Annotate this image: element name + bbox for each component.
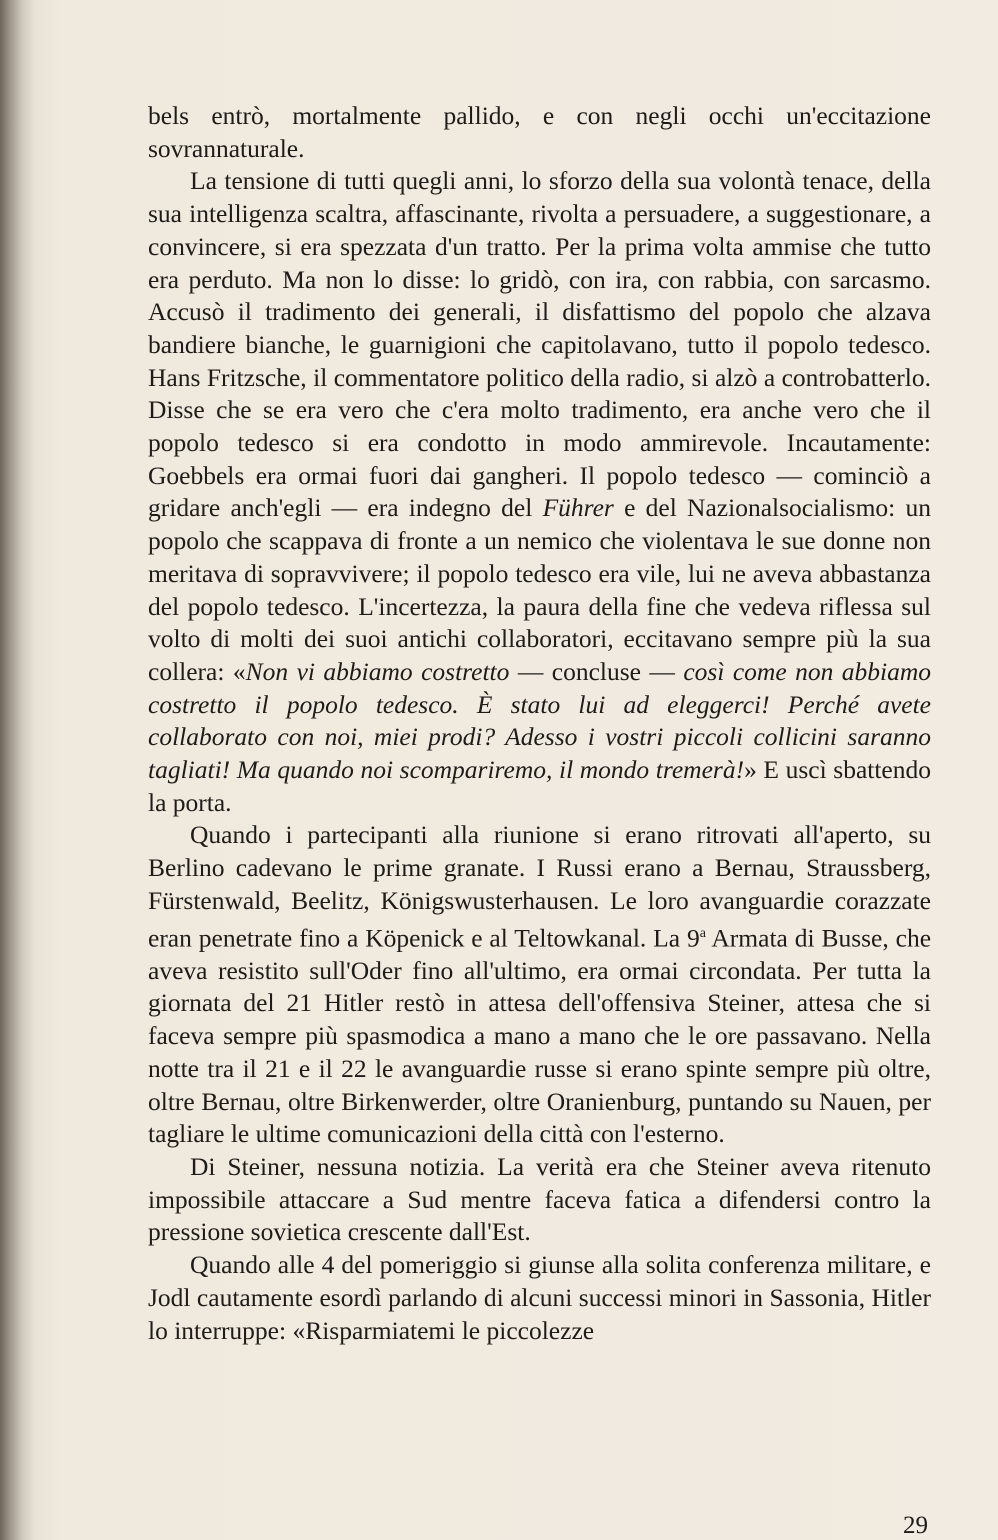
text-segment: e del Nazionalsocialismo: un popolo che scappava di fronte a un nemico che violentava le sue donne non meritava di sopravvivere; il popolo tedesco era vile, lui ne aveva abbastanza del popolo tedesco. L'incertezza, la paura della fine che vedeva riflessa sul volto di molti dei suoi antichi collaboratori, eccitavano sempre più la sua collera: « (148, 493, 931, 686)
text-segment-italic: Führer (542, 493, 614, 523)
text-segment: Quando alle 4 del pomeriggio si giunse alla solita conferenza militare, e Jodl cautamente esordì parlando di alcuni successi minori in Sassonia, Hitler lo interruppe: «Risparmiatemi le piccolezze (148, 1250, 931, 1345)
text-segment: Quando i partecipanti alla riunione si erano ritrovati all'aperto, su Berlino cadevano le prime granate. I Russi erano a Bernau, Straussberg, Fürstenwald, Beelitz, Königswusterhausen. Le loro avanguardie corazzate eran penetrate fino a Köpenick e al Teltowkanal. La 9 (148, 820, 931, 953)
ordinal-superscript: a (699, 925, 706, 941)
text-segment: La tensione di tutti quegli anni, lo sforzo della sua volontà tenace, della sua intelligenza scaltra, affascinante, rivolta a persuadere, a suggestionare, a convincere, si era spezzata d'un tratto. Per la prima volta ammise che tutto era perduto. Ma non lo disse: lo gridò, con ira, con rabbia, con sarcasmo. Accusò il tradimento dei generali, il disfattismo del popolo che alzava bandiere bianche, le guarnigioni che capitolavano, tutto il popolo tedesco. Hans Fritzsche, il commentatore politico della radio, si alzò a controbatterlo. Disse che se era vero che c'era molto tradimento, era anche vero che il popolo tedesco si era condotto in modo ammirevole. Incautamente: Goebbels era ormai fuori dai gangheri. Il popolo tedesco — cominciò a gridare anch'egli — era indegno del (148, 166, 931, 523)
paragraph-3 (148, 819, 931, 1151)
text-segment: Di Steiner, nessuna notizia. La verità era che Steiner aveva ritenuto impossibile attaccare a Sud mentre faceva fatica a difendersi contro la pressione sovietica crescente dall'Est. (148, 1152, 931, 1247)
text-segment: Armata di Busse, che aveva resistito sull'Oder fino all'ultimo, era ormai circondata. Per tutta la giornata del 21 Hitler restò in attesa dell'offensiva Steiner, attesa che si faceva sempre più spasmodica a mano a mano che le ore passavano. Nella notte tra il 21 e il 22 le avanguardie russe si erano spinte sempre più oltre, oltre Bernau, oltre Birkenwerder, oltre Oranienburg, puntando su Nauen, per tagliare le ultime comunicazioni della città con l'esterno. (148, 923, 932, 1149)
text-segment: » E uscì sbattendo la porta. (148, 755, 931, 817)
text-segment-italic: Non vi abbiamo costretto (245, 656, 510, 686)
body-text (148, 100, 931, 1347)
paragraph-1 (148, 100, 931, 165)
text-segment: — concluse — (509, 656, 684, 686)
paragraph-4 (148, 1151, 931, 1249)
paragraph-5 (148, 1249, 931, 1347)
page-number: 29 (903, 1512, 928, 1539)
text-segment: bels entrò, mortalmente pallido, e con negli occhi un'eccitazione sovrannaturale. (148, 101, 931, 163)
paragraph-2 (148, 165, 931, 819)
book-binding-shadow (0, 0, 34, 1540)
text-segment-italic: così come non abbiamo costretto il popolo tedesco. È stato lui ad eleggerci! Perché avete collaborato con noi, miei prodi? Adesso i vostri piccoli collicini saranno tagliati! Ma quando noi scompariremo, il mondo tremerà! (148, 656, 931, 785)
